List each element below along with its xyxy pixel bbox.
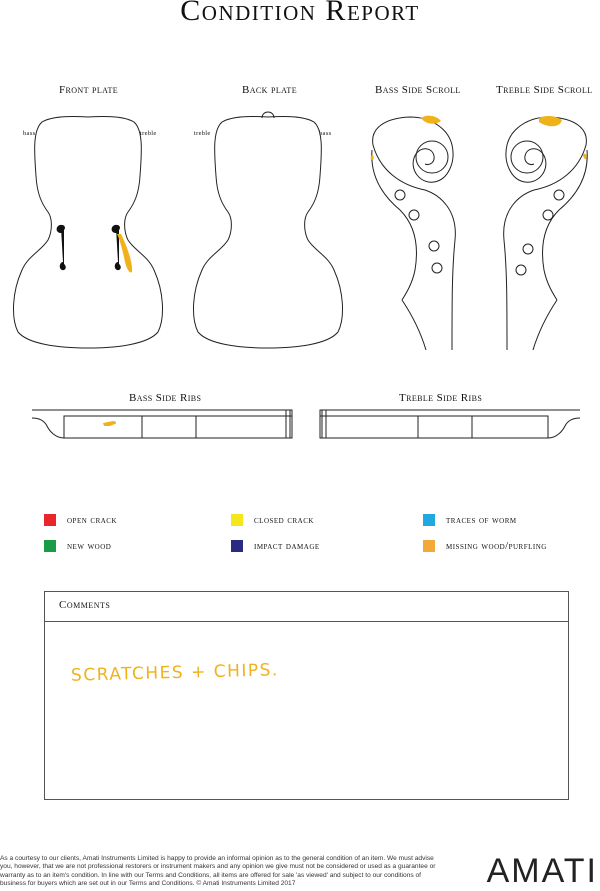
legend-open-crack	[44, 513, 117, 527]
legend-closed-crack	[231, 513, 314, 527]
treble-ribs-label: Treble Side Ribs	[399, 392, 483, 404]
back-plate-outline	[193, 117, 342, 348]
front-treble-label: treble	[140, 130, 157, 137]
legend-impact-damage	[231, 539, 320, 553]
front-plate-outline	[13, 117, 162, 348]
swatch-red	[44, 514, 56, 526]
f-holes	[57, 225, 121, 270]
swatch-blue	[423, 514, 435, 526]
front-bass-label: bass	[23, 130, 36, 137]
swatch-green	[44, 540, 56, 552]
legend-label: impact damage	[254, 540, 320, 552]
back-plate-label: Back plate	[242, 84, 297, 96]
legend-traces-of-worm	[423, 513, 517, 527]
swatch-orange	[423, 540, 435, 552]
page-title: Condition Report	[180, 0, 420, 27]
treble-scroll-label: Treble Side Scroll	[496, 84, 593, 96]
damage-marks	[103, 116, 587, 426]
bass-scroll-label: Bass Side Scroll	[375, 84, 461, 96]
legend-missing-wood	[423, 539, 547, 553]
brand-logo: AMATI	[486, 852, 598, 890]
front-plate-label: Front plate	[59, 84, 119, 96]
swatch-yellow	[231, 514, 243, 526]
comments-text: SCRATCHES + CHIPS.	[70, 660, 280, 686]
legend-label: missing wood/purfling	[446, 540, 547, 552]
legend-label: new wood	[67, 540, 112, 552]
legend-label: traces of worm	[446, 514, 517, 526]
swatch-navy	[231, 540, 243, 552]
back-treble-label: treble	[194, 130, 211, 137]
back-bass-label: bass	[319, 130, 332, 137]
comments-box[interactable]	[44, 591, 569, 800]
legend-label: open crack	[67, 514, 118, 526]
comments-heading: Comments	[45, 592, 568, 622]
treble-ribs-outline	[320, 410, 580, 438]
legend-new-wood	[44, 539, 111, 553]
bass-ribs-label: Bass Side Ribs	[129, 392, 202, 404]
disclaimer-text: As a courtesy to our clients, Amati Instruments Limited is happy to provide an informal opinion as to the general condition of an item. We must advise you, however, that we are not professional restorers or instrument makers and any opinion we give must not be considered or used as a guarantee or warranty as to an item's condition. In line with our Terms and Conditions, all items are offered for sale 'as viewed' and subject to our conditions of business for buyers which are set out in our Terms and Conditions. © Amati Instruments Limited 2017	[0, 855, 436, 888]
bass-ribs-outline	[32, 410, 292, 438]
legend-label: closed crack	[254, 514, 314, 526]
